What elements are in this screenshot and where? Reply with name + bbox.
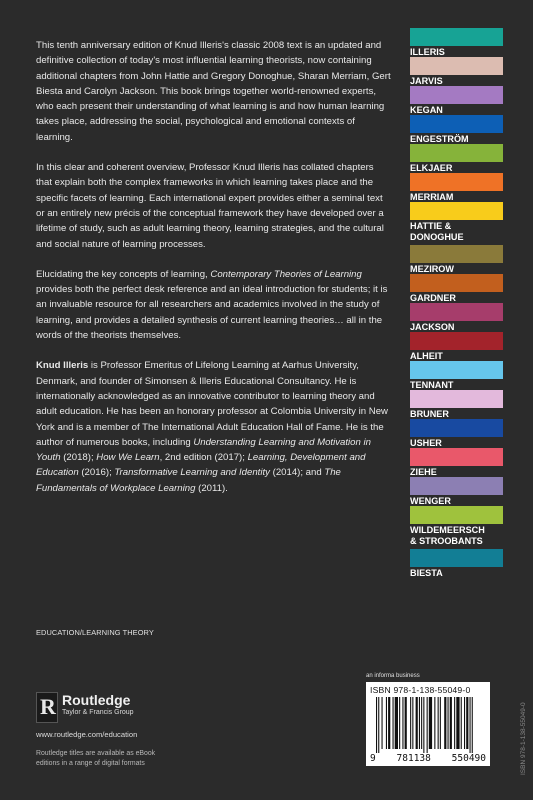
blurb-p3-text-b: provides both the perfect desk reference and an ideal introduction for students; it is an invaluable resource for all researchers and academics involved in the study of learning, and provides a detailed synthesis of current learning theories… all in the words of the theorists themselves. bbox=[36, 284, 388, 342]
author-entry bbox=[410, 477, 503, 506]
publisher-logo bbox=[36, 692, 166, 722]
author-bio bbox=[36, 358, 392, 496]
author-label: KEGAN bbox=[410, 105, 443, 115]
routledge-r-icon: R bbox=[36, 692, 58, 723]
ebook-note: Routledge titles are available as eBook editions in a range of digital formats bbox=[36, 750, 156, 767]
author-label: USHER bbox=[410, 438, 442, 448]
isbn-barcode bbox=[366, 682, 490, 766]
theorist-color-strip bbox=[410, 28, 503, 578]
bio-text-b4: , 2nd edition (2017); bbox=[159, 452, 248, 464]
subject-category: EDUCATION/LEARNING THEORY bbox=[36, 628, 154, 637]
author-label: BIESTA bbox=[410, 568, 443, 578]
author-name: Knud Illeris bbox=[36, 360, 89, 372]
barcode-bars bbox=[376, 697, 480, 753]
author-entry bbox=[410, 506, 503, 549]
book-title-italic: Contemporary Theories of Learning bbox=[210, 268, 362, 280]
author-color-bar bbox=[410, 390, 503, 408]
publisher-website: www.routledge.com/education bbox=[36, 730, 138, 739]
author-entry bbox=[410, 549, 503, 578]
author-color-bar bbox=[410, 173, 503, 191]
barcode-digit-group-2: 781138 bbox=[396, 753, 431, 764]
author-entry bbox=[410, 86, 503, 115]
author-color-bar bbox=[410, 202, 503, 220]
bio-text-a: is Professor Emeritus of Lifelong Learning at Aarhus University, Denmark, and founder of Simonsen & Illeris Educational Consultancy. He is internationally acknowledged as an innovative contributor to learning theory and adult education. He has been an honorary professor at Colombia University in New York and is a member of The International Adult Education Hall of Fame. He is the author of numerous books, including bbox=[36, 360, 388, 448]
author-label: WILDEMEERSCH & STROOBANTS bbox=[410, 525, 485, 546]
author-color-bar bbox=[410, 28, 503, 46]
author-color-bar bbox=[410, 506, 503, 524]
author-entry bbox=[410, 448, 503, 477]
author-color-bar bbox=[410, 303, 503, 321]
author-color-bar bbox=[410, 245, 503, 263]
author-color-bar bbox=[410, 274, 503, 292]
author-color-bar bbox=[410, 332, 503, 350]
author-entry bbox=[410, 144, 503, 173]
bio-text-b8: (2014); and bbox=[269, 467, 325, 479]
author-entry bbox=[410, 361, 503, 390]
bio-book-1: Understanding Learning and Motivation in Youth bbox=[36, 436, 371, 464]
bio-text-b6: (2016); bbox=[78, 467, 115, 479]
author-label: WENGER bbox=[410, 496, 451, 506]
author-entry bbox=[410, 419, 503, 448]
author-entry bbox=[410, 303, 503, 332]
bio-book-4: Transformative Learning and Identity bbox=[114, 467, 270, 479]
author-color-bar bbox=[410, 448, 503, 466]
blurb-p3-text-a: Elucidating the key concepts of learning, bbox=[36, 268, 211, 280]
author-entry bbox=[410, 115, 503, 144]
bio-text-b2: (2018); bbox=[60, 452, 97, 464]
author-label: JARVIS bbox=[410, 76, 443, 86]
author-color-bar bbox=[410, 144, 503, 162]
blurb-paragraph-3 bbox=[36, 267, 392, 343]
author-label: MEZIROW bbox=[410, 264, 454, 274]
informa-business-label: an informa business bbox=[366, 673, 420, 679]
bio-text-b10: (2011). bbox=[195, 482, 228, 494]
barcode-digits bbox=[366, 753, 490, 764]
author-label: TENNANT bbox=[410, 380, 454, 390]
publisher-name: Routledge bbox=[62, 692, 131, 708]
author-entry bbox=[410, 390, 503, 419]
isbn-text: ISBN 978-1-138-55049-0 bbox=[370, 685, 471, 695]
author-entry bbox=[410, 274, 503, 303]
barcode-digit-group-1: 9 bbox=[370, 753, 376, 764]
author-entry bbox=[410, 57, 503, 86]
blurb-paragraph-2: In this clear and coherent overview, Professor Knud Illeris has collated chapters that explain both the complex frameworks in which learning takes place and the specific facets of learning. Each international expert provides either a seminal text or an entirely new précis of the conceptual framework they have developed over a lifetime of study, such as adult learning theory, learning strategies, and the cultural and social nature of learning processes. bbox=[36, 162, 384, 250]
author-color-bar bbox=[410, 115, 503, 133]
author-color-bar bbox=[410, 86, 503, 104]
barcode-digit-group-3: 550490 bbox=[451, 753, 486, 764]
author-label: ENGESTRÖM bbox=[410, 134, 469, 144]
author-color-bar bbox=[410, 419, 503, 437]
bio-book-5: The Fundamentals of Workplace Learning bbox=[36, 467, 341, 494]
author-color-bar bbox=[410, 361, 503, 379]
author-label: JACKSON bbox=[410, 322, 455, 332]
author-label: MERRIAM bbox=[410, 192, 454, 202]
bio-book-2: How We Learn bbox=[96, 452, 160, 464]
author-color-bar bbox=[410, 57, 503, 75]
author-color-bar bbox=[410, 549, 503, 567]
author-entry bbox=[410, 28, 503, 57]
publisher-group: Taylor & Francis Group bbox=[62, 709, 134, 716]
author-entry bbox=[410, 245, 503, 274]
blurb-paragraph-1: This tenth anniversary edition of Knud Illeris's classic 2008 text is an updated and definitive collection of today's most influential learning theorists, now containing additional chapters from John Hattie and Gregory Donoghue, Sharan Merriam, Gert Biesta and Carolyn Jackson. This book brings together world-renowned experts, who each present their understanding of what learning is and how human learning takes place, addressing the social, psychological and emotional contexts of learning. bbox=[36, 40, 391, 143]
bio-book-3: Learning, Development and Education bbox=[36, 452, 366, 479]
author-entry bbox=[410, 173, 503, 202]
author-entry bbox=[410, 332, 503, 361]
author-label: HATTIE & DONOGHUE bbox=[410, 221, 464, 242]
author-color-bar bbox=[410, 477, 503, 495]
author-label: BRUNER bbox=[410, 409, 449, 419]
blurb-column bbox=[36, 38, 392, 511]
author-label: GARDNER bbox=[410, 293, 456, 303]
author-label: ALHEIT bbox=[410, 351, 443, 361]
spine-side-text: ISBN 978-1-138-55049-0 bbox=[520, 702, 527, 775]
author-label: ILLERIS bbox=[410, 47, 445, 57]
author-entry bbox=[410, 202, 503, 245]
author-label: ZIEHE bbox=[410, 467, 437, 477]
author-label: ELKJAER bbox=[410, 163, 453, 173]
